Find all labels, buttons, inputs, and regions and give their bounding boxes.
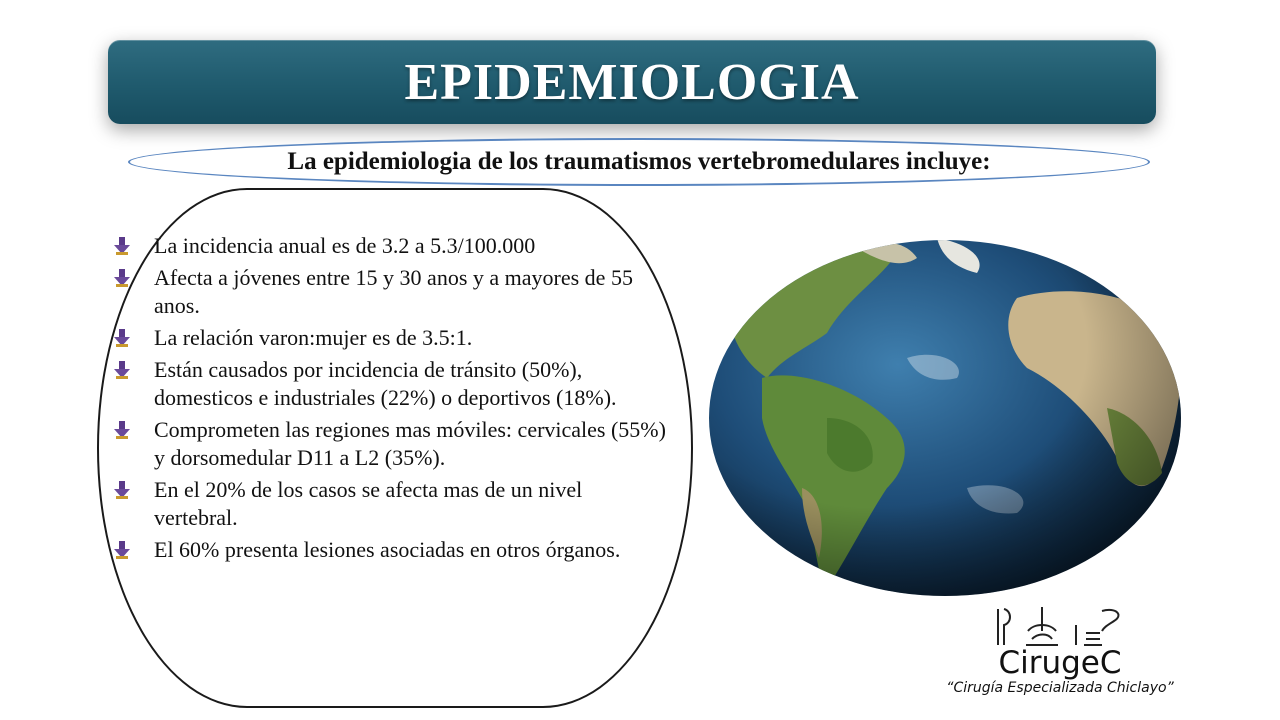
bullet-text: La relación varon:mujer es de 3.5:1. [154,325,473,350]
slide-title: EPIDEMIOLOGIA [404,53,860,111]
bullet-item [110,232,670,260]
bullet-text: El 60% presenta lesiones asociadas en otros órganos. [154,537,621,562]
down-arrow-bullet-icon [114,421,130,439]
cirugec-logo [895,605,1225,705]
logo-tagline: “Cirugía Especializada Chiclayo” [946,680,1174,696]
bullet-text: La incidencia anual es de 3.2 a 5.3/100.000 [154,233,536,258]
bullet-text: Afecta a jóvenes entre 15 y 30 anos y a mayores de 55 anos. [154,265,633,318]
bullet-item [110,476,670,532]
bullet-item [110,356,670,412]
down-arrow-bullet-icon [114,481,130,499]
bullet-item [110,264,670,320]
bullet-item [110,536,670,564]
bullet-text: Comprometen las regiones mas móviles: cervicales (55%) y dorsomedular D11 a L2 (35%). [154,417,666,470]
surgical-instruments-logo-icon [990,605,1130,647]
bullet-item [110,324,670,352]
down-arrow-bullet-icon [114,237,130,255]
bullet-text: En el 20% de los casos se afecta mas de un nivel vertebral. [154,477,583,530]
bullet-text: Están causados por incidencia de tránsito (50%), domesticos e industriales (22%) o deportivos (18%). [154,357,617,410]
logo-name: CirugeC [998,645,1122,681]
down-arrow-bullet-icon [114,541,130,559]
bullet-list [110,232,670,568]
slide-title-bar [108,40,1156,124]
down-arrow-bullet-icon [114,329,130,347]
earth-globe-image [707,238,1183,598]
bullet-item [110,416,670,472]
down-arrow-bullet-icon [114,361,130,379]
subtitle-oval [128,138,1150,186]
down-arrow-bullet-icon [114,269,130,287]
slide-subtitle: La epidemiologia de los traumatismos vertebromedulares incluye: [287,148,991,175]
